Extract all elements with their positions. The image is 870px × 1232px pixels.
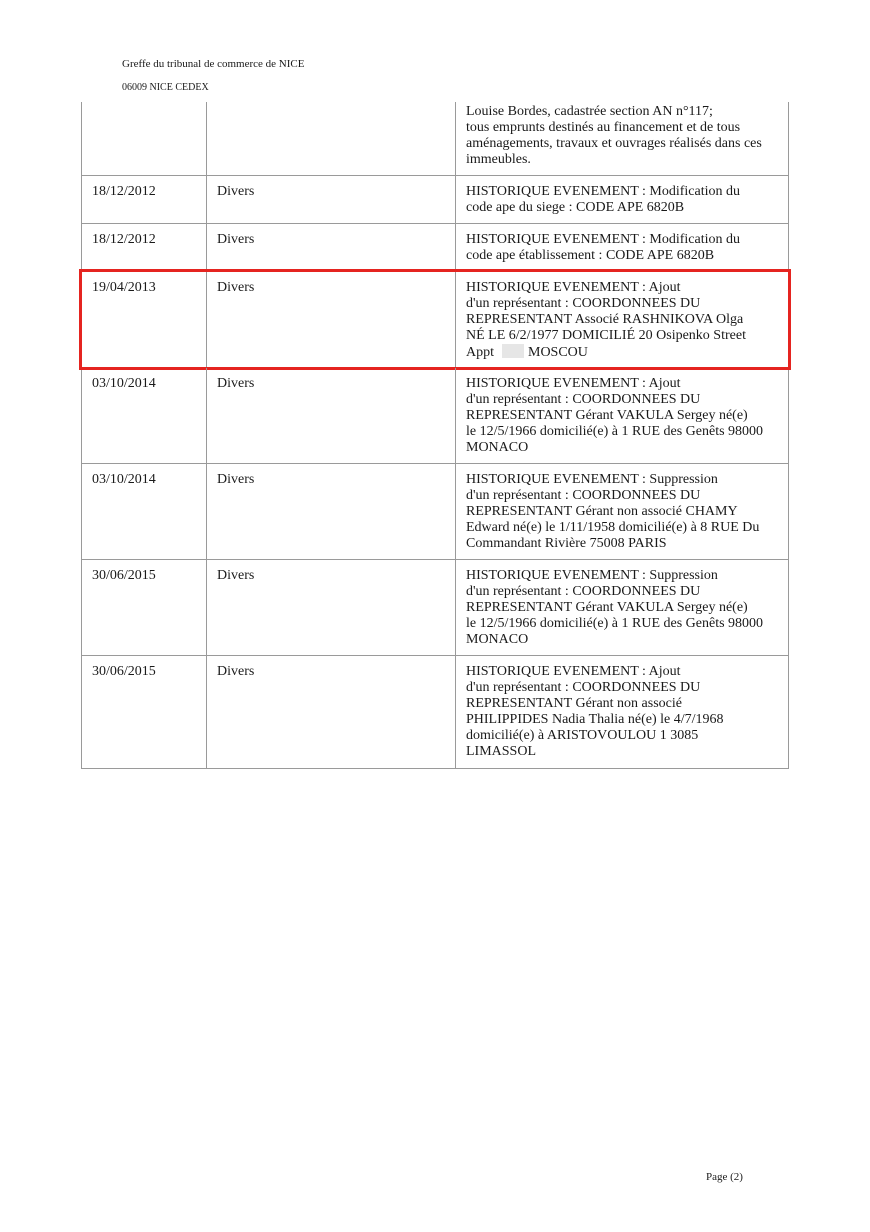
description-line: d'un représentant : COORDONNEES DU xyxy=(466,488,701,503)
description-cell xyxy=(456,368,788,463)
date-cell: 18/12/2012 xyxy=(82,224,207,271)
header-registry-name: Greffe du tribunal de commerce de NICE xyxy=(122,58,305,70)
date-cell: 18/12/2012 xyxy=(82,176,207,223)
date-cell: 30/06/2015 xyxy=(82,560,207,655)
description-line: MONACO xyxy=(466,440,529,455)
description-line: le 12/5/1966 domicilié(e) à 1 RUE des Genêts 98000 xyxy=(466,424,764,439)
description-line: REPRESENTANT Gérant non associé xyxy=(466,696,682,711)
description-line: d'un représentant : COORDONNEES DU xyxy=(466,392,701,407)
type-cell xyxy=(207,102,456,175)
description-line: tous emprunts destinés au financement et de tous xyxy=(466,120,741,135)
description-line: d'un représentant : COORDONNEES DU xyxy=(466,584,701,599)
apartment-label: Appt xyxy=(466,345,494,360)
description-cell xyxy=(456,176,788,223)
city-label: MOSCOU xyxy=(528,345,588,360)
description-line-redacted xyxy=(466,344,779,361)
table-row xyxy=(82,560,788,656)
description-line: code ape établissement : CODE APE 6820B xyxy=(466,248,715,263)
description-line: REPRESENTANT Associé RASHNIKOVA Olga xyxy=(466,312,744,327)
type-cell: Divers xyxy=(207,176,456,223)
description-line: REPRESENTANT Gérant VAKULA Sergey né(e) xyxy=(466,408,748,423)
description-line: Louise Bordes, cadastrée section AN n°117; xyxy=(466,104,713,119)
description-line: immeubles. xyxy=(466,152,531,167)
description-line: Edward né(e) le 1/11/1958 domicilié(e) à 8 RUE Du xyxy=(466,520,760,535)
redaction-block xyxy=(502,344,524,358)
description-line: REPRESENTANT Gérant VAKULA Sergey né(e) xyxy=(466,600,748,615)
type-cell: Divers xyxy=(207,368,456,463)
type-cell: Divers xyxy=(207,272,456,367)
description-line: REPRESENTANT Gérant non associé CHAMY xyxy=(466,504,738,519)
description-line: code ape du siege : CODE APE 6820B xyxy=(466,200,685,215)
type-cell: Divers xyxy=(207,560,456,655)
description-line: NÉ LE 6/2/1977 DOMICILIÉ 20 Osipenko Street xyxy=(466,328,746,343)
date-cell: 30/06/2015 xyxy=(82,656,207,768)
table-row-highlighted xyxy=(82,272,788,368)
page-number: Page (2) xyxy=(706,1171,743,1183)
description-line: domicilié(e) à ARISTOVOULOU 1 3085 xyxy=(466,728,699,743)
type-cell: Divers xyxy=(207,656,456,768)
description-line: le 12/5/1966 domicilié(e) à 1 RUE des Genêts 98000 xyxy=(466,616,764,631)
header-registry-address: 06009 NICE CEDEX xyxy=(122,82,209,93)
description-line: HISTORIQUE EVENEMENT : Suppression xyxy=(466,568,718,583)
description-line: HISTORIQUE EVENEMENT : Modification du xyxy=(466,232,741,247)
date-cell: 03/10/2014 xyxy=(82,464,207,559)
table-row xyxy=(82,464,788,560)
description-cell xyxy=(456,464,788,559)
description-line: LIMASSOL xyxy=(466,744,537,759)
description-cell xyxy=(456,560,788,655)
description-cell xyxy=(456,656,788,768)
description-line: aménagements, travaux et ouvrages réalisés dans ces xyxy=(466,136,762,151)
description-line: MONACO xyxy=(466,632,529,647)
description-cell xyxy=(456,272,788,367)
description-line: Commandant Rivière 75008 PARIS xyxy=(466,536,667,551)
description-line: HISTORIQUE EVENEMENT : Modification du xyxy=(466,184,741,199)
description-line: PHILIPPIDES Nadia Thalia né(e) le 4/7/1968 xyxy=(466,712,724,727)
date-cell: 03/10/2014 xyxy=(82,368,207,463)
type-cell: Divers xyxy=(207,224,456,271)
date-cell xyxy=(82,102,207,175)
description-cell xyxy=(456,224,788,271)
table-row xyxy=(82,176,788,224)
table-row xyxy=(82,102,788,176)
description-line: HISTORIQUE EVENEMENT : Suppression xyxy=(466,472,718,487)
description-line: HISTORIQUE EVENEMENT : Ajout xyxy=(466,280,681,295)
type-cell: Divers xyxy=(207,464,456,559)
table-row xyxy=(82,656,788,768)
date-cell: 19/04/2013 xyxy=(82,272,207,367)
table-row xyxy=(82,224,788,272)
description-cell xyxy=(456,102,788,175)
description-line: HISTORIQUE EVENEMENT : Ajout xyxy=(466,376,681,391)
events-table xyxy=(81,102,789,769)
table-row xyxy=(82,368,788,464)
description-line: d'un représentant : COORDONNEES DU xyxy=(466,680,701,695)
description-line: HISTORIQUE EVENEMENT : Ajout xyxy=(466,664,681,679)
description-line: d'un représentant : COORDONNEES DU xyxy=(466,296,701,311)
